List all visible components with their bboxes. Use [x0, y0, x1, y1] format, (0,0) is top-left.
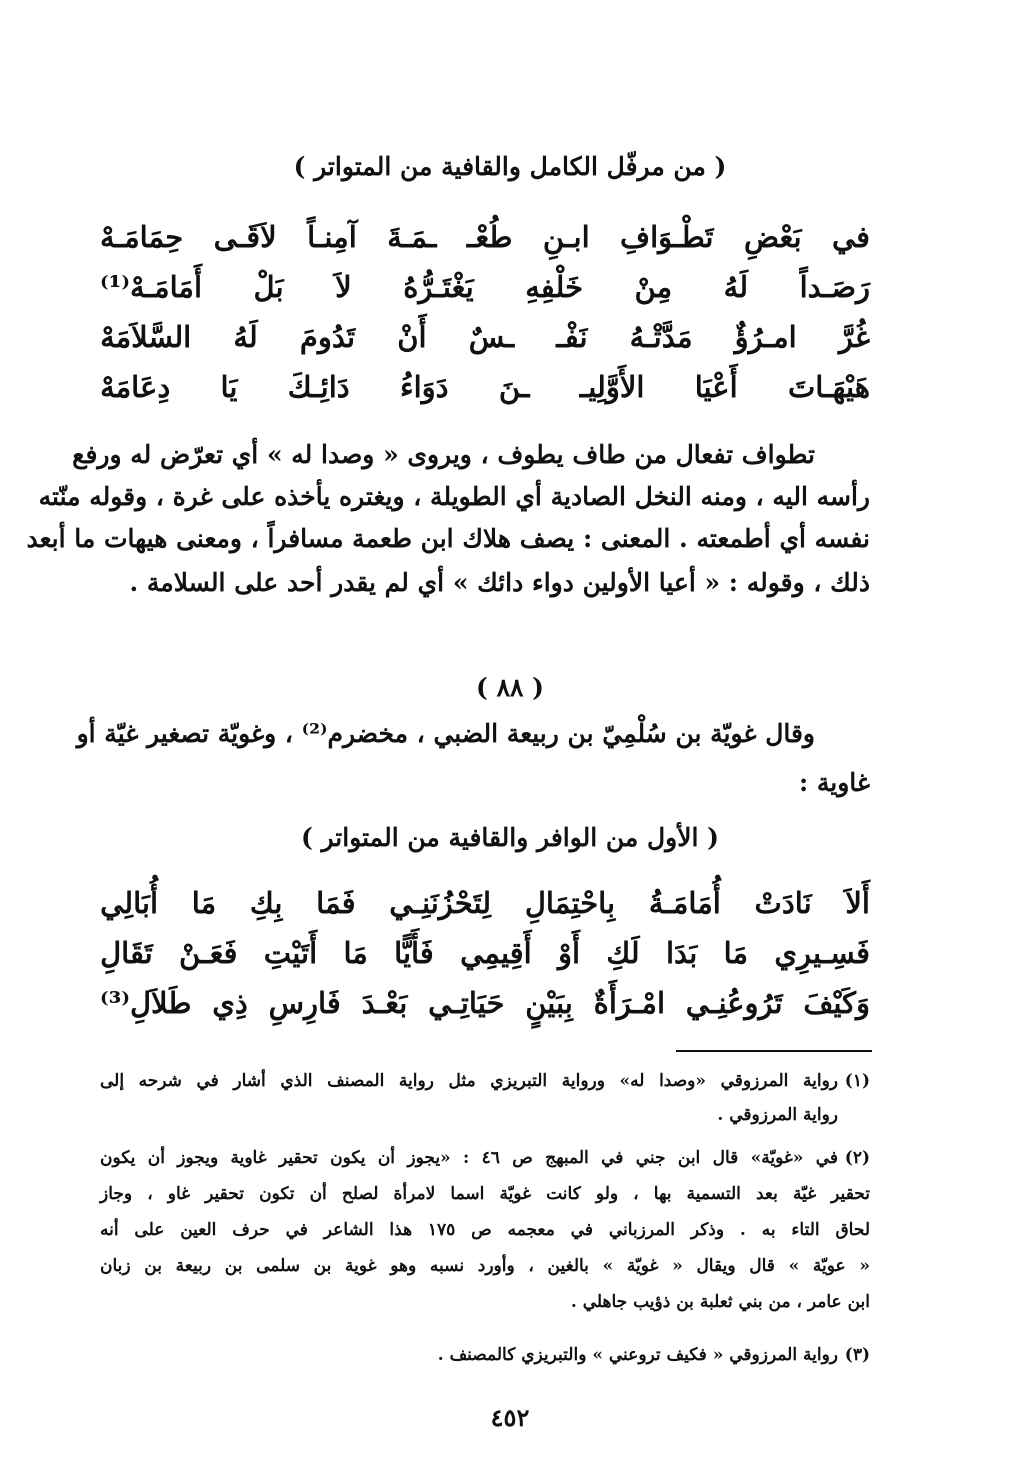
commentary-line: تطواف تفعال من طاف يطوف ، ويروى « وصدا له » أي تعرّض له ورفع [72, 440, 815, 469]
verse-line [100, 262, 870, 312]
footnote-line: تحقير غيّة بعد التسمية بها ، ولو كانت غويّة اسما لامرأة لصلح أن تكون تحقير غاو ، وجاز [100, 1184, 870, 1204]
verse-line [100, 978, 870, 1028]
verse-word: تَقَالِ [100, 936, 153, 970]
verse-word: دَوَاءُ [399, 370, 449, 404]
verse-word: آمِنـاً [307, 220, 357, 254]
verse-word: وَكَيْفَ [803, 986, 870, 1020]
verse-word: لاَقَـى [213, 220, 277, 254]
verse-word: خَلْفِهِ [525, 270, 583, 304]
verse-word: مِنْ [634, 270, 673, 304]
verse-line [100, 312, 870, 362]
verse-word: طُعْـ [466, 220, 513, 254]
intro-line: وقال غويّة بن سُلْمِيّ بن ربيعة الضبي ، مخضرم⁽²⁾ ، وغويّة تصغير غيّة أو [76, 719, 815, 748]
verse-word: أُبَالِي [100, 886, 159, 920]
meter-heading-1: ( من مرفّل الكامل والقافية من المتواتر ) [293, 152, 727, 181]
verse-word: حَيَاتِـي [428, 986, 505, 1020]
verse-word: الأَوَّلِيـ [579, 370, 645, 404]
verse-word: بَدَا [665, 936, 698, 970]
footnote-line: « عويّة » قال ويقال « غويّة » بالغين ، وأورد نسبه وهو غوية بن سلمى بن ربيعة بن زبان [100, 1256, 870, 1276]
verse-word: هَيْهَـاتَ [787, 370, 870, 404]
verse-word: امـرُؤٌ [734, 320, 797, 354]
verse-word: أَوْ [557, 936, 581, 970]
footnote-line: في «غويّة» قال ابن جني في المبهج ص ٤٦ : «يجوز أن يكون تحقير غاوية ويجوز أن يكون [100, 1148, 838, 1168]
verse-word: لَهُ [723, 270, 749, 304]
footnote-number: (٢) [844, 1148, 870, 1168]
verse-word: بَعْـدَ [361, 986, 408, 1020]
verse-word: أَلاَ [845, 886, 870, 920]
verse-word: بَعْضِ [743, 220, 802, 254]
intro-line: غاوية : [798, 768, 870, 797]
verse-word: أَقِيمِي [460, 936, 532, 970]
verse-word: بِبَيْنٍ [525, 986, 573, 1020]
verse-line [100, 362, 870, 412]
verse-word: أَنْ [397, 320, 427, 354]
verse-word: أَمَامَـهْ⁽¹⁾ [100, 270, 203, 304]
footnote-line: لحاق التاء به . وذكر المرزباني في معجمه ص ١٧٥ هذا الشاعر في حرف العين على أنه [100, 1220, 871, 1240]
verse-word: فَارِسِ [268, 986, 341, 1020]
verse-word: تَرُوعُنِـي [685, 986, 783, 1020]
verse-line [100, 878, 870, 928]
verse-word: أُمَامَـةُ [648, 886, 721, 920]
verse-word: نَفْـ [556, 320, 588, 354]
verse-word: نَادَتْ [754, 886, 812, 920]
commentary-line: ذلك ، وقوله : « أعيا الأولين دواء دائك » أي لم يقدر أحد على السلامة . [129, 568, 870, 597]
verse-word: لِتَحْزُنَنِـي [389, 886, 492, 920]
commentary-line: رأسه اليه ، ومنه النخل الصادية أي الطويلة ، ويغتره يأخذه على غرة ، وقوله منّته [38, 482, 870, 511]
verse-word: ذِي [212, 986, 248, 1020]
verse-word: تَطْـوَافِ [620, 220, 714, 254]
verse-word: يَا [220, 370, 238, 404]
commentary-line: نفسه أي أطمعته . المعنى : يصف هلاك ابن طعمة مسافراً ، ومعنى هيهات ما أبعد [26, 524, 870, 553]
footnote-number: (١) [844, 1071, 870, 1091]
meter-heading-2: ( الأول من الوافر والقافية من المتواتر ) [300, 823, 719, 852]
verse-line [100, 928, 870, 978]
footnote-line: رواية المرزوقي «وصدا له» ورواية التبريزي مثل رواية المصنف الذي أشار في شرحه إلى [100, 1071, 838, 1091]
verse-word: مَا [723, 936, 748, 970]
verse-word: في [831, 220, 870, 254]
verse-word: مَا [191, 886, 217, 920]
verse-word: لَهُ [233, 320, 258, 354]
verse-word: ـنَ [498, 370, 530, 404]
verse-word: ـسٌ [468, 320, 515, 354]
footnote-number: (٣) [844, 1345, 870, 1365]
verse-word: بِاحْتِمَالِ [524, 886, 616, 920]
verse-word: مَدَّتْـهُ [629, 320, 693, 354]
verse-word: امْـرَأَةٌ [593, 986, 665, 1020]
verse-word: فَأَيًّا [394, 936, 434, 970]
verse-word: رَصَـداً [799, 270, 870, 304]
poem-number: ( ٨٨ ) [476, 673, 544, 702]
verse-word: أَعْيَا [694, 370, 738, 404]
verse-word: غُرَّ [838, 320, 870, 354]
footnote-line: ابن عامر ، من بني ثعلبة بن ذؤيب جاهلي . [570, 1292, 870, 1312]
verse-word: بَلْ [253, 270, 284, 304]
verse-word: فَعَـنْ [179, 936, 238, 970]
verse-word: بِكِ [249, 886, 283, 920]
verse-word: حِمَامَـهْ [100, 220, 184, 254]
footnote-divider [676, 1050, 872, 1052]
verse-word: دَائِـكَ [287, 370, 350, 404]
footnote-line: رواية المرزوقي . [717, 1105, 838, 1125]
verse-word: يَغْتَـرُّهُ [403, 270, 474, 304]
verse-word: مَا [343, 936, 368, 970]
verse-word: دِعَامَهْ [100, 370, 171, 404]
verse-word: أَتَيْتِ [263, 936, 318, 970]
verse-word: ـمَـةَ [387, 220, 437, 254]
verse-word: فَسِـيرِي [774, 936, 870, 970]
footnote-line: رواية المرزوقي « فكيف تروعني » والتبريزي كالمصنف . [437, 1345, 838, 1365]
verse-word: ابـنِ [542, 220, 590, 254]
verse-word: لاَ [335, 270, 352, 304]
verse-word: فَمَا [316, 886, 356, 920]
verse-word: السَّلاَمَهْ [100, 320, 192, 354]
verse-word: طَلاَلِ⁽³⁾ [100, 986, 192, 1020]
verse-word: لَكِ [606, 936, 640, 970]
verse-line [100, 212, 870, 262]
verse-word: تَدُومَ [299, 320, 356, 354]
page-number: ٤٥٢ [490, 1403, 530, 1432]
